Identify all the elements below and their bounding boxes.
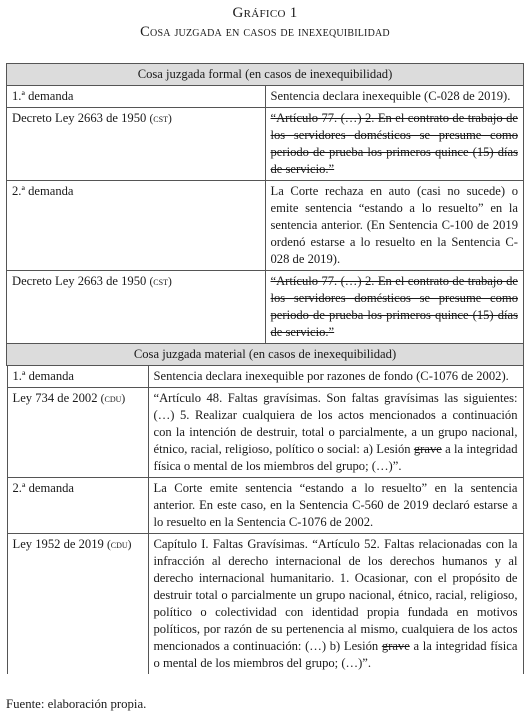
table-row xyxy=(7,271,524,344)
formal-section-header-row xyxy=(7,64,524,86)
material-section-header: Cosa juzgada material (en casos de inexequibilidad) xyxy=(7,344,524,366)
row-content: La Corte emite sentencia “estando a lo resuelto” en la sentencia anterior. En este caso, en la Sentencia C-560 de 2019 declaró estarse a lo resuelto en la Sentencia C-1076 de 2002. xyxy=(148,478,523,534)
table-row xyxy=(7,366,523,388)
code-abbreviation: (cdu) xyxy=(100,393,126,405)
code-abbreviation: (cst) xyxy=(149,276,172,288)
res-judicata-table xyxy=(6,63,524,674)
row-label: Decreto Ley 2663 de 1950 (cst) xyxy=(7,271,266,344)
material-subtable xyxy=(7,366,524,674)
row-label: 2.ª demanda xyxy=(7,181,266,271)
row-label: Ley 1952 de 2019 (cdu) xyxy=(7,534,148,675)
row-label: Decreto Ley 2663 de 1950 (cst) xyxy=(7,108,266,181)
formal-section-header: Cosa juzgada formal (en casos de inexequibilidad) xyxy=(7,64,524,86)
struck-word: grave xyxy=(413,442,442,456)
row-label: 1.ª demanda xyxy=(7,366,148,388)
code-abbreviation: (cst) xyxy=(149,113,172,125)
row-content: La Corte rechaza en auto (casi no sucede) o emite sentencia “estando a lo resuelto” en la sentencia anterior. (En Sentencia C-100 de 2019 ordenó estarse a lo resuelto en la Sentencia C-028 de 2019). xyxy=(265,181,524,271)
row-content: “Artículo 48. Faltas gravísimas. Son faltas gravísimas las siguientes: (…) 5. Realizar cualquiera de los actos mencionados a continuación con la intención de destruir, total o parcialmente, a un grupo nacional, étnico, racial, religioso, político o social: a) Lesión grave a la integridad física o mental de los miembros del grupo; (…)”. xyxy=(148,388,523,478)
source-note: Fuente: elaboración propia. xyxy=(6,697,147,711)
figure-subtitle: Cosa juzgada en casos de inexequibilidad xyxy=(140,24,390,40)
struck-word: grave xyxy=(381,639,410,653)
table-row xyxy=(7,478,523,534)
row-content: Capítulo I. Faltas Gravísimas. “Artículo 52. Faltas relacionadas con la infracción al derecho internacional de los derechos humanos y al derecho internacional humanitario. 1. Ocasionar, con el propósito de destruir total o parcialmente un grupo nacional, étnico, racial, religioso, político o colectividad con identidad propia fundada en motivos políticos, por razón de su pertenencia al mismo, cualquiera de los actos mencionados a continuación: (…) b) Lesión grave a la integridad física o mental de los miembros del grupo; (…)”. xyxy=(148,534,523,675)
code-abbreviation: (cdu) xyxy=(106,539,132,551)
table-row xyxy=(7,534,523,675)
row-label: Ley 734 de 2002 (cdu) xyxy=(7,388,148,478)
row-label: 1.ª demanda xyxy=(7,86,266,108)
figure-heading xyxy=(0,0,530,42)
table-row xyxy=(7,181,524,271)
table-row xyxy=(7,366,524,675)
table-row xyxy=(7,388,523,478)
table-row xyxy=(7,86,524,108)
material-section-header-row xyxy=(7,344,524,366)
struck-article-text: “Artículo 77. (…) 2. En el contrato de trabajo de los servidores domésticos se presume como periodo de prueba los primeros quince (15) días de servicio.” xyxy=(265,108,524,181)
struck-article-text: “Artículo 77. (…) 2. En el contrato de trabajo de los servidores domésticos se presume como periodo de prueba los primeros quince (15) días de servicio.” xyxy=(265,271,524,344)
figure-label: Gráfico 1 xyxy=(232,5,298,21)
row-label: 2.ª demanda xyxy=(7,478,148,534)
row-content: Sentencia declara inexequible por razones de fondo (C-1076 de 2002). xyxy=(148,366,523,388)
table-row xyxy=(7,108,524,181)
row-content: Sentencia declara inexequible (C-028 de 2019). xyxy=(265,86,524,108)
